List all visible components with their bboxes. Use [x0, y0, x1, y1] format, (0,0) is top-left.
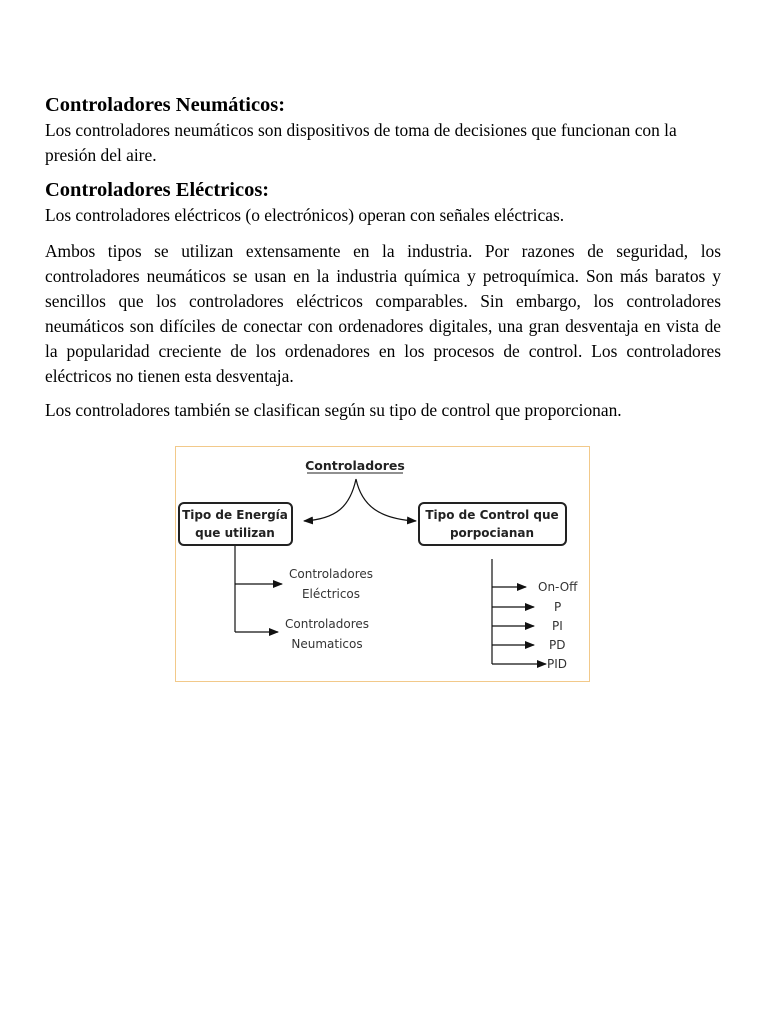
box-tipo-control-line1: Tipo de Control que: [425, 508, 559, 522]
left-item-electricos-line2: Eléctricos: [301, 587, 361, 601]
controladores-diagram: [175, 446, 590, 682]
right-item-onoff: On-Off: [538, 580, 578, 594]
right-item-p: P: [554, 600, 562, 614]
right-item-pd: PD: [549, 638, 566, 652]
section-title-electricos: Controladores Eléctricos:: [45, 179, 270, 201]
right-item-pi: PI: [552, 619, 563, 633]
right-item-pid: PID: [547, 657, 568, 671]
section-title-neumaticos: Controladores Neumáticos:: [45, 94, 286, 116]
diagram-root-label: Controladores: [305, 458, 405, 473]
arrow-root-to-right: [356, 479, 416, 521]
box-tipo-energia-line1: Tipo de Energía: [182, 508, 288, 522]
left-item-electricos-line1: Controladores: [289, 567, 373, 581]
paragraph-ambos: Ambos tipos se utilizan extensamente en la industria. Por razones de seguridad, los controladores neumáticos se usan en la industria química y petroquímica. Son más baratos y sencillos que los controladores eléctricos comparables. Sin embargo, los controladores neumáticos son difíciles de conectar con ordenadores digitales, una gran desventaja en vista de la popularidad creciente de los ordenadores en los procesos de control. Los controladores eléctricos no tienen esta desventaja.: [45, 241, 721, 386]
section-body-neumaticos: Los controladores neumáticos son dispositivos de toma de decisiones que funcionan con la presión del aire.: [45, 120, 677, 165]
left-item-neumaticos-line1: Controladores: [285, 617, 369, 631]
diagram-svg: [176, 447, 589, 681]
paragraph-clasificacion: Los controladores también se clasifican según su tipo de control que proporcionan.: [45, 400, 622, 420]
box-tipo-energia-line2: que utilizan: [195, 526, 275, 540]
section-body-electricos: Los controladores eléctricos (o electrónicos) operan con señales eléctricas.: [45, 205, 565, 225]
arrow-root-to-left: [304, 479, 356, 521]
box-tipo-control-line2: porpocianan: [449, 526, 535, 540]
left-item-neumaticos-line2: Neumaticos: [291, 637, 363, 651]
document-page: [45, 92, 721, 423]
